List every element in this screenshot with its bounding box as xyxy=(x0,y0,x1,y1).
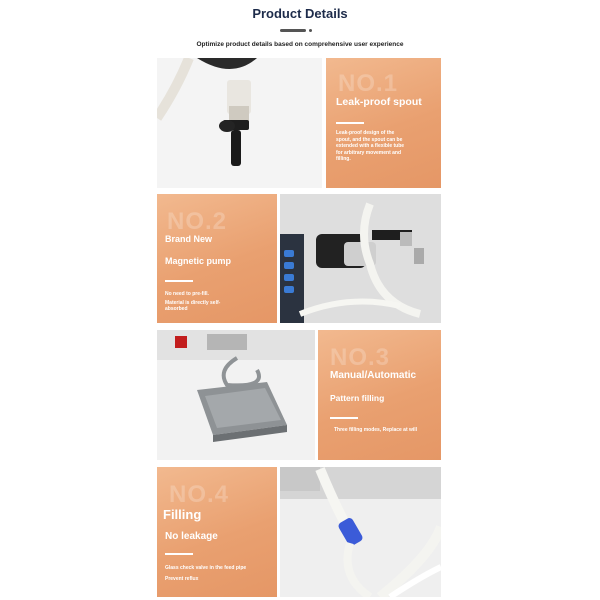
title-underline xyxy=(280,29,306,32)
desc-line: Prevent reflux xyxy=(165,575,199,582)
desc-line: filling. xyxy=(336,156,351,162)
feature-card-no-leakage xyxy=(157,467,277,597)
desc-line: Glass check valve in the feed pipe xyxy=(165,565,247,571)
feature-card-leak-proof xyxy=(326,58,441,188)
feature-divider xyxy=(336,122,364,124)
feature-heading-line1: Brand New xyxy=(165,234,213,244)
desc-line: Material is directly self- xyxy=(165,299,221,306)
feature-divider xyxy=(330,417,358,419)
feature-number: NO.4 xyxy=(169,481,230,508)
feature-heading-line1: Manual/Automatic xyxy=(330,370,417,381)
feature-description xyxy=(334,427,441,434)
page-title: Product Details xyxy=(252,6,348,21)
desc-line: extended with a flexible tube xyxy=(336,143,405,149)
feature-heading-line2: Magnetic pump xyxy=(165,256,232,266)
feature-divider xyxy=(165,280,193,282)
magnetic-pump-photo xyxy=(280,194,441,323)
feature-heading: Leak-proof spout xyxy=(336,96,422,108)
check-valve-photo xyxy=(280,467,441,597)
feature-divider xyxy=(165,553,193,555)
feature-card-magnetic-pump xyxy=(157,194,277,323)
page-subtitle: Optimize product details based on comprehensive user experience xyxy=(196,41,404,48)
feature-heading-line1: Filling xyxy=(163,507,202,522)
desc-line: No need to pre-fill. xyxy=(165,291,209,297)
foot-pedal-photo xyxy=(157,330,315,460)
desc-line: for arbitrary movement and xyxy=(336,149,402,156)
desc-line: Three filling modes, Replace at will xyxy=(334,427,418,433)
desc-line: Leak-proof design of the xyxy=(336,130,395,136)
feature-number: NO.2 xyxy=(167,208,228,235)
feature-number: NO.1 xyxy=(338,70,399,97)
desc-line: absorbed xyxy=(165,306,188,312)
desc-line: spout, and the spout can be xyxy=(336,136,403,143)
feature-description xyxy=(165,565,275,582)
feature-number: NO.3 xyxy=(330,344,391,371)
spout-photo xyxy=(157,58,322,188)
feature-heading-line2: Pattern filling xyxy=(330,393,385,403)
feature-description xyxy=(336,130,436,163)
feature-card-pattern-filling xyxy=(318,330,441,460)
title-dot xyxy=(309,29,312,32)
feature-heading-line2: No leakage xyxy=(165,531,218,542)
feature-description xyxy=(165,291,270,313)
